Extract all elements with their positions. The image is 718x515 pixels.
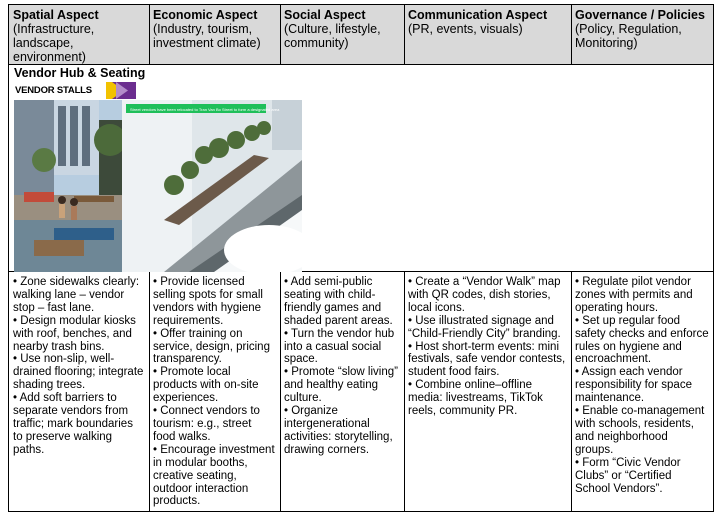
list-item: • Connect vendors to tourism: e.g., street food walks.: [153, 405, 260, 443]
list-item: • Promote “slow living” and healthy eating culture.: [284, 366, 398, 405]
cell-spatial: [9, 276, 149, 457]
policy-table: [8, 4, 714, 512]
header-subtitle: (Policy, Regulation, Monitoring): [575, 22, 682, 50]
header-title: Communication Aspect: [408, 8, 548, 22]
list-item: • Add soft barriers to separate vendors from traffic; mark boundaries to preserve walking paths.: [13, 392, 133, 456]
header-spatial: [9, 5, 149, 64]
list-item: • Enable co-management with schools, residents, and neighborhood groups.: [575, 405, 705, 456]
list-item: • Host short-term events: mini festivals, safe vendor contests, student food fairs.: [408, 340, 566, 379]
list-item: • Combine online–offline media: livestreams, TikTok reels, community PR.: [408, 379, 543, 418]
header-title: Governance / Policies: [575, 8, 705, 22]
list-item: • Promote local products with on-site experiences.: [153, 366, 259, 405]
header-subtitle: (PR, events, visuals): [408, 22, 523, 36]
stall-icon: [106, 82, 136, 99]
list-item: • Design modular kiosks with roof, benches, and nearby trash bins.: [13, 314, 136, 353]
col-divider: [571, 5, 572, 64]
col-divider: [404, 5, 405, 64]
header-title: Economic Aspect: [153, 8, 258, 22]
row-divider: [9, 64, 713, 65]
list-item: • Set up regular food safety checks and enforce rules on hygiene and encroachment.: [575, 314, 709, 366]
list-item: • Assign each vendor responsibility for space maintenance.: [575, 366, 692, 405]
list-item: • Regulate pilot vendor zones with permits and operating hours.: [575, 276, 693, 314]
header-title: Social Aspect: [284, 8, 366, 22]
header-title: Spatial Aspect: [13, 8, 99, 22]
header-economic: [149, 5, 280, 64]
cell-governance: [571, 276, 713, 495]
list-item: • Create a “Vendor Walk” map with QR codes, dish stories, local icons.: [408, 276, 561, 314]
list-item: • Encourage investment in modular booths, creative seating, outdoor interaction products.: [153, 443, 275, 508]
col-divider: [280, 5, 281, 64]
header-social: [280, 5, 404, 64]
header-communication: [404, 5, 571, 64]
col-divider: [149, 5, 150, 64]
cell-social: [280, 276, 404, 457]
list-item: • Offer training on service, design, pricing transparency.: [153, 327, 270, 366]
vendor-stalls-logo: [15, 82, 136, 99]
cell-economic: [149, 276, 280, 508]
list-item: • Zone sidewalks clearly: walking lane – vendor stop – fast lane.: [13, 276, 140, 314]
list-item: • Form “Civic Vendor Clubs” or “Certified School Vendors”.: [575, 456, 681, 495]
banner-text: Street vendors have been relocated to Tran Van Bo Street to form a designated area: [130, 107, 280, 112]
header-subtitle: (Culture, lifestyle, community): [284, 22, 381, 50]
cell-communication: [404, 276, 571, 418]
section-title: Vendor Hub & Seating: [14, 66, 146, 80]
street-rendering-image: [14, 100, 302, 272]
header-subtitle: (Industry, tourism, investment climate): [153, 22, 261, 50]
list-item: • Turn the vendor hub into a casual social space.: [284, 327, 395, 366]
list-item: • Add semi-public seating with child-friendly games and shaded parent areas.: [284, 276, 393, 327]
logo-label: VENDOR STALLS: [15, 85, 92, 96]
vendor-hub-photo: [14, 100, 302, 272]
list-item: • Use non-slip, well-drained flooring; integrate shading trees.: [13, 353, 144, 392]
header-subtitle: (Infrastructure, landscape, environment): [13, 22, 95, 64]
header-governance: [571, 5, 713, 64]
list-item: • Use illustrated signage and “Child-Friendly City” branding.: [408, 314, 561, 340]
list-item: • Organize intergenerational activities: storytelling, drawing corners.: [284, 405, 393, 456]
list-item: • Provide licensed selling spots for small vendors with hygiene requirements.: [153, 276, 263, 327]
